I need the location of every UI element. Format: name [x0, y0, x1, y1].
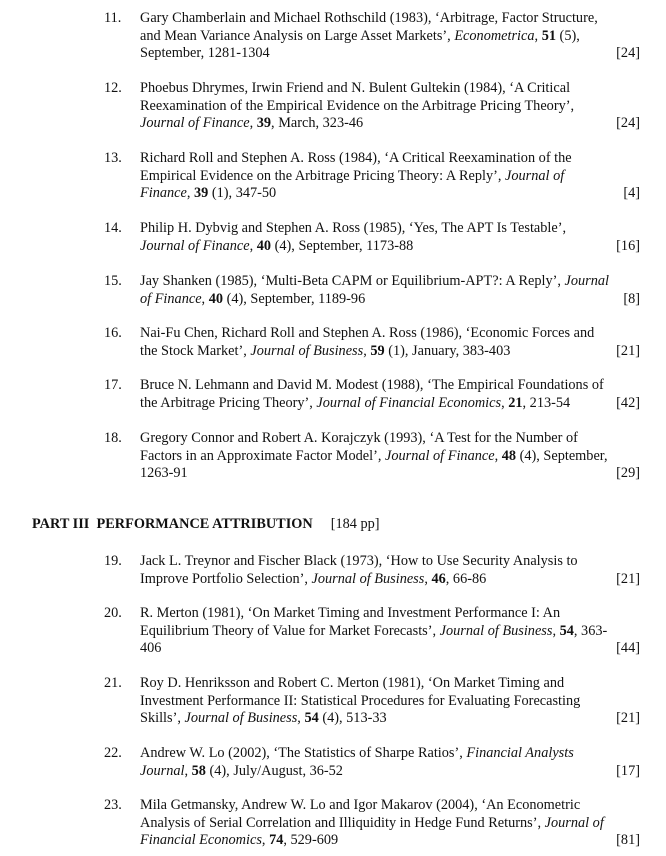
- reference-number: 23.: [104, 797, 122, 813]
- text-run: ,: [249, 115, 257, 131]
- reference-line: [140, 291, 640, 309]
- journal-title: Journal of Business: [311, 570, 425, 587]
- reference-text: [140, 10, 640, 63]
- text-run: Mila Getmansky, Andrew W. Lo and Igor Makarov (2004), ‘An Econometric: [140, 797, 581, 813]
- reference-number: 20.: [104, 605, 122, 621]
- text-run: , 363-: [573, 622, 608, 639]
- text-run: ,: [534, 27, 542, 44]
- reference-text: [140, 80, 640, 133]
- page-count: [16]: [616, 237, 640, 254]
- text-run: Improve Portfolio Selection’,: [140, 570, 312, 587]
- reference-line: [140, 325, 640, 343]
- journal-title: Journal of Finance: [140, 237, 250, 254]
- page-count: [44]: [616, 640, 640, 656]
- reference-number: 12.: [104, 80, 122, 96]
- text-run: 406: [140, 640, 162, 656]
- text-run: ,: [201, 290, 209, 307]
- reference-line: [140, 168, 640, 186]
- reference-line: [140, 115, 640, 133]
- volume-number: 74: [269, 832, 284, 848]
- page-count: [24]: [616, 115, 640, 131]
- volume-number: 59: [370, 342, 385, 359]
- volume-number: 58: [191, 762, 206, 779]
- text-run: (1), 347-50: [208, 185, 277, 201]
- page-count: [8]: [623, 290, 640, 307]
- volume-number: 48: [501, 447, 517, 464]
- reference-text: [140, 273, 640, 308]
- reference-line: [140, 45, 640, 63]
- journal-title: Journal: [140, 762, 185, 779]
- reference-line: [140, 238, 640, 256]
- text-run: ,: [184, 762, 192, 779]
- reference-line: [140, 150, 640, 168]
- reference-number: 21.: [104, 675, 122, 691]
- reference-number: 16.: [104, 325, 122, 341]
- reference-line: [140, 273, 640, 291]
- reference-number: 19.: [104, 553, 122, 569]
- reference-line: [140, 185, 640, 203]
- text-run: Gary Chamberlain and Michael Rothschild (1983), ‘Arbitrage, Factor Structure,: [140, 10, 598, 26]
- journal-title: Journal of: [544, 814, 604, 831]
- reference-text: [140, 377, 640, 412]
- reference-number: 17.: [104, 377, 122, 393]
- reference-line: [140, 80, 640, 98]
- volume-number: 51: [541, 27, 556, 44]
- text-run: , March, 323-46: [271, 115, 364, 131]
- text-run: Gregory Connor and Robert A. Korajczyk (1993), ‘A Test for the Number of: [140, 430, 578, 446]
- text-run: Roy D. Henriksson and Robert C. Merton (1981), ‘On Market Timing and: [140, 675, 565, 691]
- journal-title: Journal: [564, 273, 609, 289]
- volume-number: 54: [304, 710, 319, 726]
- text-run: Jay Shanken (1985), ‘Multi-Beta CAPM or Equilibrium-APT?: A Reply’,: [140, 273, 565, 289]
- text-run: Bruce N. Lehmann and David M. Modest (1988), ‘The Empirical Foundations of: [140, 377, 604, 393]
- journal-title: Journal of Finance: [384, 447, 495, 464]
- page-count: [81]: [616, 832, 640, 848]
- journal-title: Journal of Financial Economics: [316, 394, 502, 411]
- journal-title: Journal of Business: [439, 622, 553, 639]
- page-count: [4]: [623, 185, 640, 201]
- journal-title: Journal of Business: [184, 710, 298, 726]
- text-run: ,: [261, 832, 270, 848]
- text-run: ,: [249, 237, 257, 254]
- text-run: , 213-54: [522, 394, 571, 411]
- reference-line: [140, 395, 640, 413]
- reference-line: [140, 815, 640, 833]
- volume-number: 46: [431, 570, 446, 587]
- part-heading: [32, 516, 380, 534]
- text-run: ,: [186, 185, 194, 201]
- reference-text: [140, 797, 640, 850]
- text-run: Jack L. Treynor and Fischer Black (1973), ‘How to Use Security Analysis to: [140, 553, 578, 569]
- journal-title: Journal of Finance: [140, 115, 250, 131]
- reference-text: [140, 675, 640, 728]
- reference-number: 15.: [104, 273, 122, 289]
- part-pages: [184 pp]: [330, 516, 380, 532]
- reference-line: [140, 675, 640, 693]
- reference-number: 22.: [104, 745, 122, 761]
- reference-line: [140, 640, 640, 658]
- journal-title: Financial Analysts: [466, 745, 574, 761]
- page-count: [17]: [616, 762, 640, 779]
- reference-line: [140, 693, 640, 711]
- reference-number: 11.: [104, 10, 122, 26]
- reference-line: [140, 605, 640, 623]
- reference-line: [140, 745, 640, 763]
- journal-title: Journal of Business: [250, 342, 364, 359]
- page-count: [21]: [616, 710, 640, 726]
- text-run: Phoebus Dhrymes, Irwin Friend and N. Bulent Gultekin (1984), ‘A Critical: [140, 80, 571, 96]
- text-run: 1263-91: [140, 465, 188, 481]
- reference-line: [140, 465, 640, 483]
- reference-number: 18.: [104, 430, 122, 446]
- text-run: the Arbitrage Pricing Theory’,: [140, 394, 317, 411]
- text-run: (4), September,: [516, 447, 608, 464]
- text-run: Philip H. Dybvig and Stephen A. Ross (1985), ‘Yes, The APT Is Testable’,: [140, 220, 567, 236]
- text-run: R. Merton (1981), ‘On Market Timing and Investment Performance I: An: [140, 605, 561, 621]
- volume-number: 40: [256, 237, 272, 254]
- volume-number: 39: [256, 115, 272, 131]
- text-run: Investment Performance II: Statistical Procedures for Evaluating Forecasting: [140, 692, 581, 709]
- journal-title: Econometrica: [454, 27, 535, 44]
- reference-line: [140, 797, 640, 815]
- journal-title: Finance: [140, 185, 187, 201]
- reference-number: 14.: [104, 220, 122, 236]
- volume-number: 39: [194, 185, 209, 201]
- text-run: (4), July/August, 36-52: [205, 762, 343, 779]
- text-run: Nai-Fu Chen, Richard Roll and Stephen A. Ross (1986), ‘Economic Forces and: [140, 325, 595, 341]
- reference-text: [140, 553, 640, 588]
- text-run: (4), September, 1189-96: [223, 290, 366, 307]
- part-title: PERFORMANCE ATTRIBUTION: [96, 516, 313, 532]
- page-count: [21]: [616, 570, 640, 587]
- text-run: Richard Roll and Stephen A. Ross (1984), ‘A Critical Reexamination of the: [140, 150, 572, 166]
- page-count: [42]: [616, 394, 640, 411]
- text-run: Factors in an Approximate Factor Model’,: [140, 447, 385, 464]
- reference-line: [140, 28, 640, 46]
- text-run: Analysis of Serial Correlation and Illiquidity in Hedge Fund Returns’,: [140, 814, 545, 831]
- reference-line: [140, 220, 640, 238]
- reference-text: [140, 150, 640, 203]
- reference-text: [140, 605, 640, 658]
- text-run: ,: [363, 342, 371, 359]
- volume-number: 21: [508, 394, 523, 411]
- reference-line: [140, 710, 640, 728]
- text-run: (4), September, 1173-88: [271, 237, 414, 254]
- text-run: (5),: [555, 27, 580, 44]
- reference-line: [140, 448, 640, 466]
- text-run: , 529-609: [283, 832, 339, 848]
- journal-title: of Finance: [140, 290, 202, 307]
- text-run: the Stock Market’,: [140, 342, 251, 359]
- journal-title: Financial Economics: [140, 832, 262, 848]
- reference-line: [140, 763, 640, 781]
- reference-text: [140, 220, 640, 255]
- page-count: [24]: [616, 45, 640, 61]
- journal-title: Journal of: [505, 167, 565, 184]
- text-run: ,: [501, 394, 509, 411]
- reference-line: [140, 377, 640, 395]
- text-run: ,: [424, 570, 432, 587]
- text-run: Empirical Evidence on the Arbitrage Pricing Theory: A Reply’,: [140, 167, 506, 184]
- text-run: (1), January, 383-403: [384, 342, 511, 359]
- volume-number: 54: [559, 622, 574, 639]
- reference-text: [140, 325, 640, 360]
- reference-number: 13.: [104, 150, 122, 166]
- text-run: ,: [552, 622, 560, 639]
- reference-text: [140, 745, 640, 780]
- page-count: [29]: [616, 465, 640, 481]
- text-run: , 66-86: [445, 570, 487, 587]
- reference-line: [140, 623, 640, 641]
- page-count: [21]: [616, 342, 640, 359]
- reference-line: [140, 571, 640, 589]
- text-run: Andrew W. Lo (2002), ‘The Statistics of Sharpe Ratios’,: [140, 745, 467, 761]
- text-run: Skills’,: [140, 710, 185, 726]
- text-run: (4), 513-33: [318, 710, 387, 726]
- reference-text: [140, 430, 640, 483]
- reference-line: [140, 430, 640, 448]
- text-run: and Mean Variance Analysis on Large Asset Markets’,: [140, 27, 455, 44]
- text-run: ,: [297, 710, 305, 726]
- reference-line: [140, 553, 640, 571]
- reference-line: [140, 98, 640, 116]
- part-label: PART III: [32, 516, 90, 532]
- text-run: Equilibrium Theory of Value for Market Forecasts’,: [140, 622, 440, 639]
- reference-line: [140, 10, 640, 28]
- reference-line: [140, 343, 640, 361]
- reference-line: [140, 832, 640, 850]
- text-run: September, 1281-1304: [140, 45, 270, 61]
- text-run: Reexamination of the Empirical Evidence on the Arbitrage Pricing Theory’,: [140, 97, 575, 114]
- volume-number: 40: [208, 290, 223, 307]
- text-run: ,: [494, 447, 502, 464]
